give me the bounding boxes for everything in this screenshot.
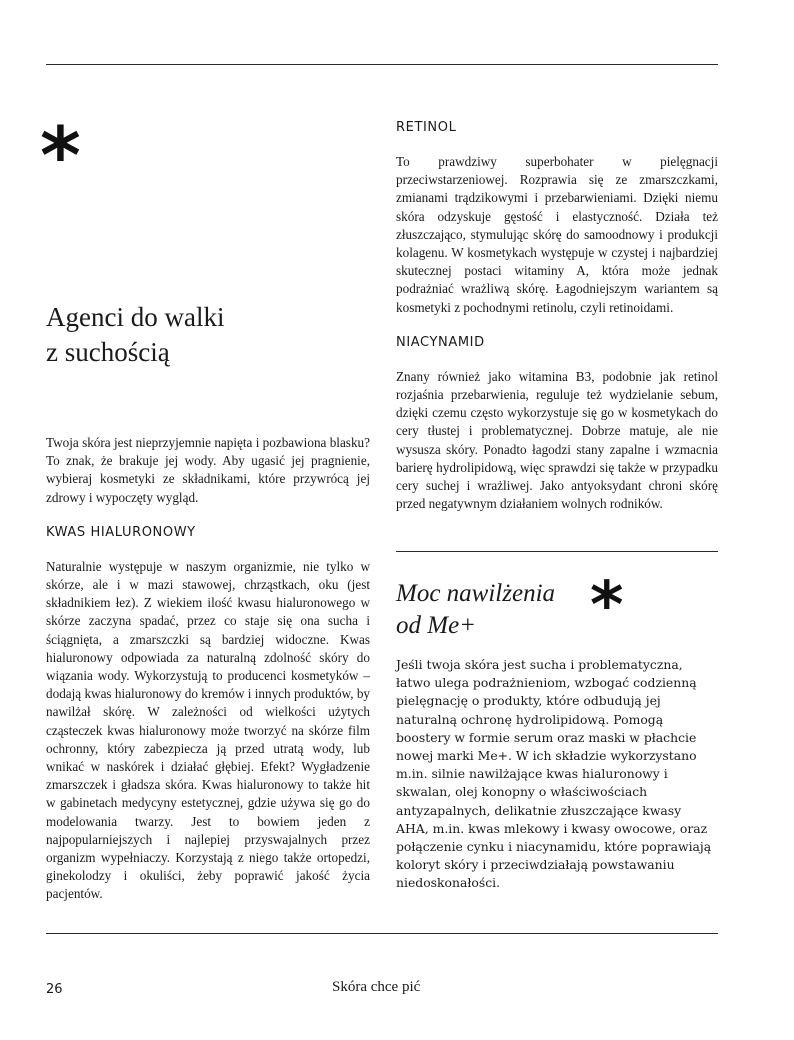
article-title bbox=[46, 300, 224, 370]
article-title-line-2: z suchością bbox=[46, 337, 170, 367]
section-heading-retinol: RETINOL bbox=[396, 120, 457, 135]
page-number: 26 bbox=[46, 982, 63, 997]
promo-divider bbox=[396, 551, 718, 552]
promo-body: Jeśli twoja skóra jest sucha i problematyczna, łatwo ulega podrażnieniom, wzbogać codzienną pielęgnację o produkty, które odbudują jej naturalną ochronę hydrolipidową. Pomogą boostery w formie serum oraz maski w płachcie nowej marki Me+. W ich składzie wykorzystano m.in. silnie nawilżające kwas hialuronowy i skwalan, olej konopny o właściwościach antyzapalnych, delikatnie złuszczające kwasy AHA, m.in. kwas mlekowy i kwasy owocowe, oraz połączenie cynku i niacynamidu, które poprawiają koloryt skóry i przeciwdziałają powstawaniu niedoskonałości. bbox=[396, 657, 712, 891]
right-column bbox=[396, 120, 718, 513]
bottom-rule bbox=[46, 933, 718, 934]
section-heading-niacynamid: NIACYNAMID bbox=[396, 334, 485, 350]
article-title-line-1: Agenci do walki bbox=[46, 302, 225, 332]
section-heading-kwas-hialuronowy: KWAS HIALURONOWY bbox=[46, 524, 196, 540]
promo-title bbox=[396, 578, 555, 642]
section-body-retinol: To prawdziwy superbohater w pielęgnacji przeciwstarzeniowej. Rozprawia się ze zmarszczkami, zmianami trądzikowymi i przebarwieniami. Dzięki niemu skóra odzyskuje gęstość i elastyczność. Działa też złuszczająco, stymulując skórę do samoodnowy i produkcji kolagenu. W kosmetykach występuje w czystej i najbardziej skutecznej postaci witaminy A, która może jednak podrażniać wrażliwą skórę. Łagodniejszym wariantem są kosmetyki z pochodnymi retinolu, czyli retinoidami. bbox=[396, 154, 718, 315]
promo-title-line-1: Moc nawilżenia bbox=[396, 580, 556, 607]
section-body-niacynamid: Znany również jako witamina B3, podobnie jak retinol rozjaśnia przebarwienia, reguluje też wydzielanie sebum, dzięki czemu często wykorzystuje się go w kosmetykach do cery tłustej i problematycznej. Dobrze matuje, ale nie wysusza skóry. Ponadto łagodzi stany zapalne i wzmacnia barierę hydrolipidową, więc sprawdzi się także w przypadku cery suchej i wrażliwej. Jako antyoksydant chroni skórę przed negatywnym działaniem wolnych rodników. bbox=[396, 368, 718, 512]
running-footer-title: Skóra chce pić bbox=[332, 979, 421, 995]
asterisk-ornament-large: * bbox=[40, 112, 81, 202]
top-rule bbox=[46, 64, 718, 65]
asterisk-ornament-small: * bbox=[590, 569, 624, 643]
promo-title-line-2: od Me+ bbox=[396, 612, 477, 639]
article-intro: Twoja skóra jest nieprzyjemnie napięta i pozbawiona blasku? To znak, że brakuje jej wody. Aby ugasić jej pragnienie, wybieraj kosmetyki ze składnikami, które przywrócą jej zdrowy i wypoczęty wygląd. bbox=[46, 435, 370, 505]
section-body-kwas-hialuronowy: Naturalnie występuje w naszym organizmie, nie tylko w skórze, ale i w mazi stawowej, chrząstkach, oku (jest składnikiem łez). Z wiekiem ilość kwasu hialuronowego w skórze zaczyna spadać, przez co staje się ona sucha i ściągnięta, a zmarszczki są bardziej widoczne. Kwas hialuronowy odpowiada za naturalną zdolność skóry do wiązania wody. Wykorzystują to producenci kosmetyków – dodają kwas hialuronowy do kremów i innych produktów, by nawilżał skórę. W zależności od wielkości użytych cząsteczek kwas hialuronowy może tworzyć na skórze film ochronny, który zabezpiecza ją przed utratą wody, lub wnikać w naskórek i działać głębiej. Efekt? Wygładzenie zmarszczek i gładsza skóra. Kwas hialuronowy to także hit w gabinetach medycyny estetycznej, gdzie używa się go do modelowania twarzy. Jest to bowiem jeden z najpopularniejszych i najlepiej przyswajalnych przez organizm wypełniaczy. Korzystają z niego także ortopedzi, ginekolodzy i okuliści, żeby poprawić jakość życia pacjentów. bbox=[46, 558, 371, 902]
left-column bbox=[46, 434, 370, 904]
